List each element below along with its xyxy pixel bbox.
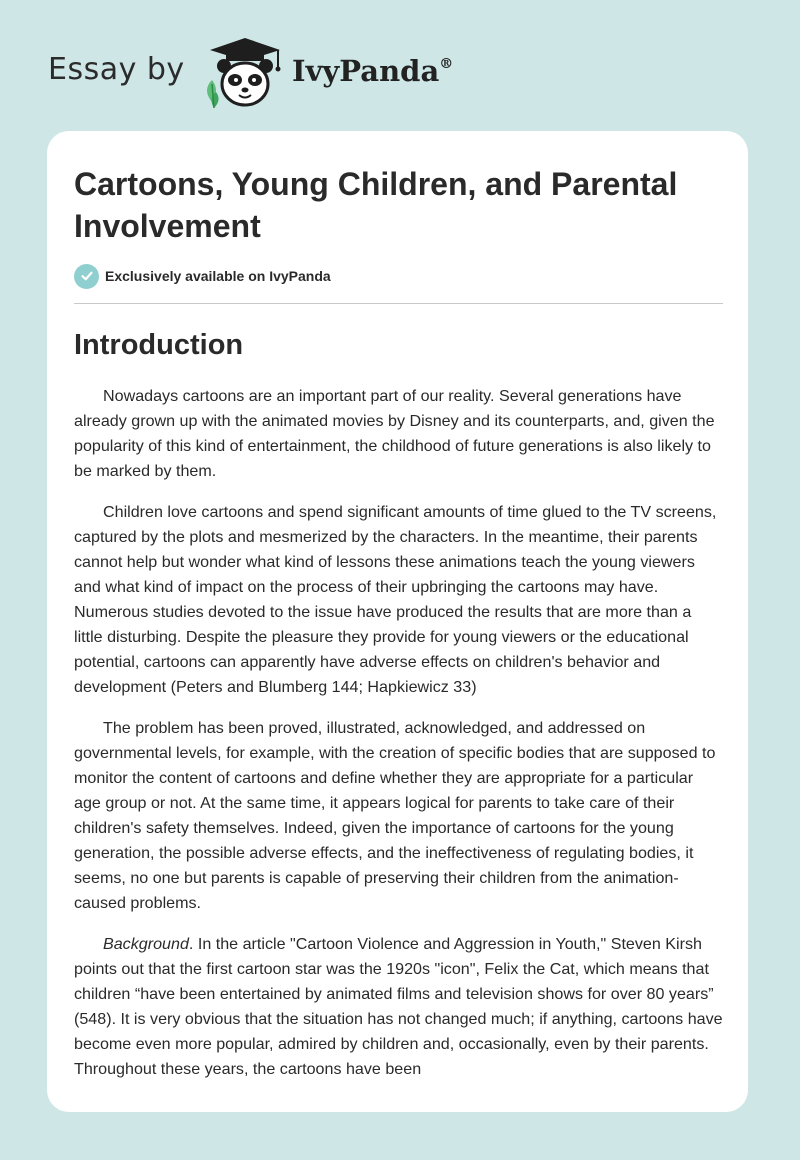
registered-mark: ® [439,56,454,73]
exclusive-badge [74,263,331,289]
paragraph: Nowadays cartoons are an important part of our reality. Several generations have already grown up with the animated movies by Disney and its counterparts, and, given the popularity of this kind of entertainment, the childhood of future generations is also likely to be marked by them. [74,387,715,480]
background-text: . In the article "Cartoon Violence and Aggression in Youth," Steven Kirsh points out that the first cartoon star was the 1920s "icon", Felix the Cat, which means that children “have been entertained by animated films and television shows for over 80 years” (548). It is very obvious that the situation has not changed much; if anything, cartoons have become even more popular, admired by children and, occasionally, even by their parents. Throughout these years, the cartoons have been [74,935,723,1078]
badge-text: Exclusively available on IvyPanda [105,268,331,284]
panda-graduate-logo-icon[interactable] [200,34,290,110]
section-heading: Introduction [74,329,244,361]
check-icon [74,264,99,289]
brand-name[interactable] [292,54,453,88]
background-label: Background [103,935,189,953]
essay-by-label: Essay by [48,52,185,87]
paragraph-background [74,932,724,1082]
page-title: Cartoons, Young Children, and Parental Involvement [74,166,678,244]
site-header [0,30,800,110]
article-body [74,384,724,1098]
paragraph: Children love cartoons and spend significant amounts of time glued to the TV screens, captured by the plots and mesmerized by the characters. In the meantime, their parents cannot help but wonder what kind of lessons these animations teach the young viewers and what kind of impact on the process of their upbringing the cartoons may have. Numerous studies devoted to the issue have produced the results that are more than a little disturbing. Despite the pleasure they provide for young viewers or the educational potential, cartoons can apparently have adverse effects on children's behavior and development (Peters and Blumberg 144; Hapkiewicz 33) [74,503,717,696]
essay-card [47,131,748,1112]
divider [74,303,723,304]
paragraph: The problem has been proved, illustrated, acknowledged, and addressed on governmental levels, for example, with the creation of specific bodies that are supposed to monitor the content of cartoons and define whether they are appropriate for a particular age group or not. At the same time, it appears logical for parents to take care of their children's safety themselves. Indeed, given the importance of cartoons for the young generation, the possible adverse effects, and the ineffectiveness of regulating bodies, it seems, no one but parents is capable of preserving their children from the animation-caused problems. [74,719,716,912]
brand-name-text: IvyPanda [292,54,440,88]
